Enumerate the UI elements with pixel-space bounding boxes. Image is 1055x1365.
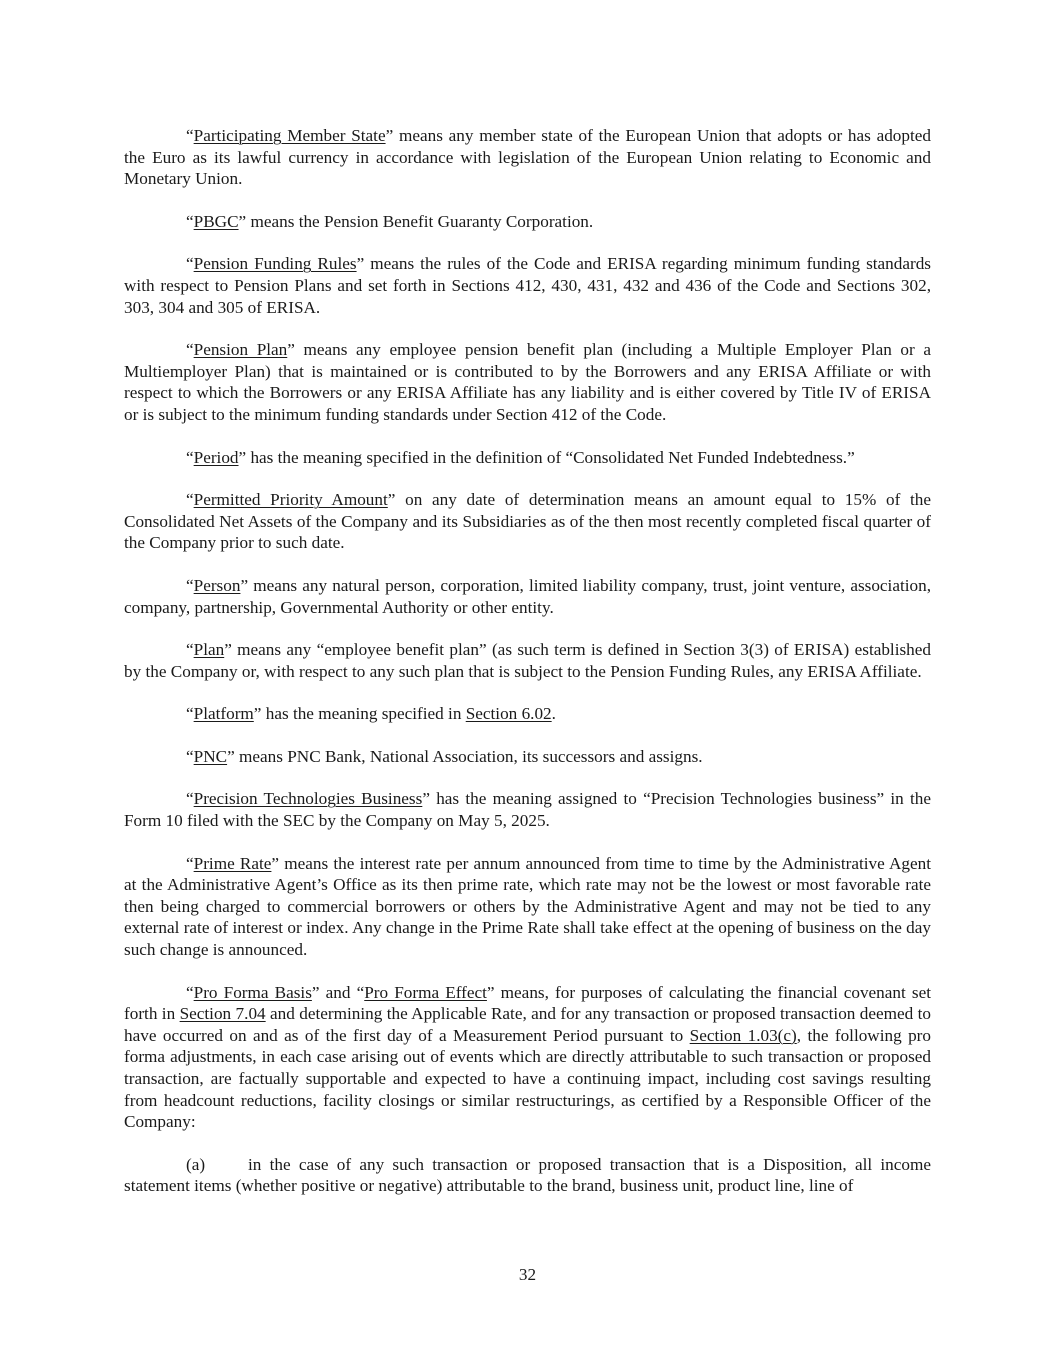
section-reference: Section 1.03(c) [689, 1025, 797, 1045]
definition-text: on any date of determination means an amount equal to 15% of the Consolidated Net Assets of the Company and its Subsidiaries as of the then most recently completed fiscal quarter of the Company prior to such date. [124, 490, 931, 553]
definition-text: means any employee pension benefit plan (including a Multiple Employer Plan or a Multiemployer Plan) that is maintained or is contributed to by the Borrowers and any ERISA Affiliate or with respect to which the Borrowers or any ERISA Affiliate has any liability and is either covered by Title IV of ERISA or is subject to the minimum funding standards under Section 412 of the Code. [124, 340, 931, 424]
defined-term: Platform [193, 704, 254, 724]
definition-text: , the following pro forma adjustments, in each case arising out of events which are directly attributable to such transaction or proposed transaction, are factually supportable and expected to have a continuing impact, including cost savings resulting from headcount reductions, facility closings or similar restructurings, as certified by a Responsible Officer of the Company: [124, 1025, 931, 1132]
definition-permitted-priority-amount: “Permitted Priority Amount” on any date of determination means an amount equal to 15% of the Consolidated Net Assets of the Company and its Subsidiaries as of the then most recently completed fiscal quarter of the Company prior to such date. [124, 490, 931, 553]
defined-term: Participating Member State [193, 126, 386, 145]
definition-pbgc: “PBGC” means the Pension Benefit Guaranty Corporation. [186, 211, 594, 231]
defined-term: Permitted Priority Amount [193, 490, 388, 510]
defined-term: Plan [193, 640, 225, 660]
definition-text: has the meaning specified in the definition of “Consolidated Net Funded Indebtedness.” [246, 447, 855, 467]
definition-prime-rate: “Prime Rate” means the interest rate per annum announced from time to time by the Administrative Agent at the Administrative Agent’s Office as its then prime rate, which rate may not be the lowest or most favorable rate then being charged to commercial borrowers or others by the Administrative Agent and may not be tied to any external rate of interest or index. Any change in the Prime Rate shall take effect at the opening of business on the day such change is announced. [124, 853, 931, 960]
clause-text: in the case of any such transaction or proposed transaction that is a Disposition, all income statement items (whether positive or negative) attributable to the brand, business unit, product line, line of [124, 1154, 931, 1196]
definition-text: means PNC Bank, National Association, its successors and assigns. [234, 746, 703, 766]
definition-text: has the meaning assigned to “Precision Technologies business” in the Form 10 filed with the SEC by the Company on May 5, 2025. [124, 789, 932, 831]
definition-plan: “Plan” means any “employee benefit plan” (as such term is defined in Section 3(3) of ERISA) established by the Company or, with respect to any such plan that is subject to the Pension Funding Rules, any ERISA Affiliate. [124, 640, 931, 681]
definition-text: means the rules of the Code and ERISA regarding minimum funding standards with respect to Pension Plans and set forth in Sections 412, 430, 431, 432 and 436 of the Code and Sections 302, 303, 304 and 305 of ERISA. [124, 254, 931, 317]
defined-term: PNC [193, 746, 228, 766]
definition-text: has the meaning specified in [261, 704, 466, 724]
definition-text: means the Pension Benefit Guaranty Corporation. [246, 211, 594, 231]
section-reference: Section 7.04 [179, 1004, 266, 1024]
definition-text: means any natural person, corporation, limited liability company, trust, joint venture, association, company, partnership, Governmental Authority or other entity. [124, 575, 931, 617]
defined-term: Pro Forma Effect [364, 982, 487, 1002]
defined-term: Pro Forma Basis [193, 982, 312, 1002]
defined-term: Pension Funding Rules [193, 254, 357, 274]
defined-term: PBGC [193, 211, 239, 231]
defined-term: Period [193, 447, 239, 467]
definition-person: “Person” means any natural person, corporation, limited liability company, trust, joint venture, association, company, partnership, Governmental Authority or other entity. [124, 575, 931, 617]
definition-pension-plan: “Pension Plan” means any employee pension benefit plan (including a Multiple Employer Plan or a Multiemployer Plan) that is maintained or is contributed to by the Borrowers and any ERISA Affiliate or with respect to which the Borrowers or any ERISA Affiliate has any liability and is either covered by Title IV of ERISA or is subject to the minimum funding standards under Section 412 of the Code. [124, 340, 931, 424]
document-page [124, 125, 931, 1218]
defined-term: Pension Plan [193, 340, 288, 360]
definition-text: means, for purposes of calculating the financial covenant set forth in [124, 982, 931, 1024]
definition-platform: “Platform” has the meaning specified in Section 6.02. [186, 704, 556, 724]
definition-text: means any member state of the European Union that adopts or has adopted the Euro as its lawful currency in accordance with legislation of the European Union relating to Economic and Monetary Union. [124, 126, 931, 189]
definition-pro-forma-basis: “Pro Forma Basis” and “Pro Forma Effect” means, for purposes of calculating the financial covenant set forth in Section 7.04 and determining the Applicable Rate, and for any transaction or proposed transaction deemed to have occurred on and as of the first day of a Measurement Period pursuant to Section 1.03(c), the following pro forma adjustments, in each case arising out of events which are directly attributable to such transaction or proposed transaction, are factually supportable and expected to have a continuing impact, including cost savings resulting from headcount reductions, facility closings or similar restructurings, as certified by a Responsible Officer of the Company: [124, 982, 931, 1132]
definition-period: “Period” has the meaning specified in the definition of “Consolidated Net Funded Indebtedness.” [186, 447, 855, 467]
clause-label: (a) [186, 1154, 206, 1174]
definition-text: means the interest rate per annum announced from time to time by the Administrative Agent at the Administrative Agent’s Office as its then prime rate, which rate may not be the lowest or most favorable rate then being charged to commercial borrowers or others by the Administrative Agent and may not be tied to any external rate of interest or index. Any change in the Prime Rate shall take effect at the opening of business on the day such change is announced. [124, 853, 931, 960]
definition-text: and determining the Applicable Rate, and for any transaction or proposed transaction deemed to have occurred on and as of the first day of a Measurement Period pursuant to [124, 1004, 931, 1045]
defined-term: Prime Rate [193, 853, 272, 873]
page-number: 32 [518, 1265, 537, 1284]
definition-pnc: “PNC” means PNC Bank, National Association, its successors and assigns. [186, 746, 703, 766]
definition-text: means any “employee benefit plan” (as such term is defined in Section 3(3) of ERISA) established by the Company or, with respect to any such plan that is subject to the Pension Funding Rules, any ERISA Affiliate. [124, 640, 931, 681]
defined-term: Precision Technologies Business [193, 789, 423, 809]
definition-pension-funding-rules: “Pension Funding Rules” means the rules of the Code and ERISA regarding minimum funding standards with respect to Pension Plans and set forth in Sections 412, 430, 431, 432 and 436 of the Code and Sections 302, 303, 304 and 305 of ERISA. [124, 254, 931, 317]
clause-a [124, 1154, 931, 1197]
section-reference: Section 6.02 [465, 704, 552, 724]
definition-precision-technologies-business: “Precision Technologies Business” has the meaning assigned to “Precision Technologies business” in the Form 10 filed with the SEC by the Company on May 5, 2025. [124, 789, 932, 831]
defined-term: Person [193, 575, 241, 595]
definition-participating-member-state: “Participating Member State” means any member state of the European Union that adopts or has adopted the Euro as its lawful currency in accordance with legislation of the European Union relating to Economic and Monetary Union. [124, 126, 931, 189]
